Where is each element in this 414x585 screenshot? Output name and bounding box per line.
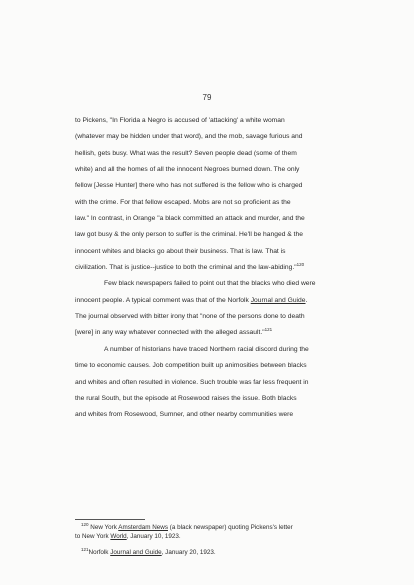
text-run: and whites from Rosewood, Sumner, and other nearby communities were — [75, 411, 294, 419]
text-run: civilization. That is justice--justice to both the criminal and the law-abiding." — [75, 264, 297, 272]
text-line — [75, 178, 345, 194]
text-run: innocent people. A typical comment was that of the Norfolk — [75, 296, 251, 304]
text-run: The journal observed with bitter irony that "none of the persons done to death — [75, 313, 305, 321]
footnote-line — [75, 523, 345, 532]
paragraph — [75, 113, 345, 276]
text-run: Few black newspapers failed to point out that the blacks who died were — [104, 280, 316, 288]
text-line — [75, 113, 345, 129]
underlined-title: Journal and Guide — [110, 549, 162, 556]
footnote-line — [75, 548, 345, 557]
text-run: innocent whites and blacks go about their business. That is law. That is — [75, 247, 286, 255]
text-line — [75, 162, 345, 178]
text-line — [75, 309, 345, 325]
text-run: law got busy & the only person to suffer is the criminal. He'll be hanged & the — [75, 231, 303, 239]
text-run: , January 20, 1923. — [161, 549, 216, 556]
footnotes — [75, 523, 345, 557]
footnote-marker: 120 — [81, 522, 89, 527]
text-run: time to economic causes. Job competition built up animosities between blacks — [75, 362, 307, 370]
text-line — [75, 358, 345, 374]
text-line — [75, 325, 345, 341]
text-run: , January 10, 1923. — [126, 533, 181, 540]
paragraph — [75, 276, 345, 341]
text-run: to Pickens, "In Florida a Negro is accused of 'attacking' a white woman — [75, 117, 285, 124]
text-run: (whatever may be hidden under that word), and the mob, savage furious and — [75, 133, 303, 141]
footnote-divider — [75, 519, 145, 520]
text-run: New York — [88, 524, 119, 531]
text-run: [were] in any way whatever connected with the alleged assault." — [75, 329, 265, 337]
paragraph — [75, 342, 345, 424]
text-run: the rural South, but the episode at Rosewood raises the issue. Both blacks — [75, 394, 297, 402]
text-run: with the crime. For that fellow escaped. Mobs are not so proficient as the — [75, 198, 291, 206]
text-run: fellow [Jesse Hunter] there who has not suffered is the fellow who is charged — [75, 182, 303, 190]
footnote — [75, 548, 345, 557]
text-line — [75, 244, 345, 260]
text-line — [75, 260, 345, 276]
footnote-marker: 120 — [296, 262, 305, 268]
footnote — [75, 523, 345, 541]
text-line — [75, 342, 345, 358]
text-run: law." In contrast, in Orange "a black committed an attack and murder, and the — [75, 215, 305, 223]
text-run: to New York — [75, 533, 111, 540]
text-run: Norfolk — [88, 549, 111, 556]
footnote-line — [75, 532, 345, 541]
text-line — [75, 391, 345, 407]
text-line — [75, 407, 345, 423]
body-text — [75, 113, 345, 424]
text-line — [75, 146, 345, 162]
underlined-title: World — [110, 533, 127, 540]
text-run: white) and all the homes of all the innocent Negroes burned down. The only — [75, 166, 300, 174]
text-run: A number of historians have traced Northern racial discord during the — [104, 345, 309, 353]
underlined-title: Journal and Guide — [250, 296, 306, 304]
text-line — [75, 227, 345, 243]
text-line — [75, 276, 345, 292]
text-line — [75, 129, 345, 145]
underlined-title: Amsterdam News — [118, 524, 168, 531]
page-number: 79 — [202, 93, 212, 102]
text-line — [75, 211, 345, 227]
footnote-marker: 121 — [81, 547, 89, 552]
text-run: (a black newspaper) quoting Pickens's letter — [167, 524, 293, 531]
text-run: . — [305, 296, 308, 304]
text-line — [75, 195, 345, 211]
text-run: and whites and often resulted in violence. Such trouble was far less frequent in — [75, 378, 309, 386]
footnote-marker: 121 — [264, 327, 273, 333]
text-line — [75, 293, 345, 309]
text-line — [75, 375, 345, 391]
text-run: hellish, gets busy. What was the result? Seven people dead (some of them — [75, 149, 297, 157]
